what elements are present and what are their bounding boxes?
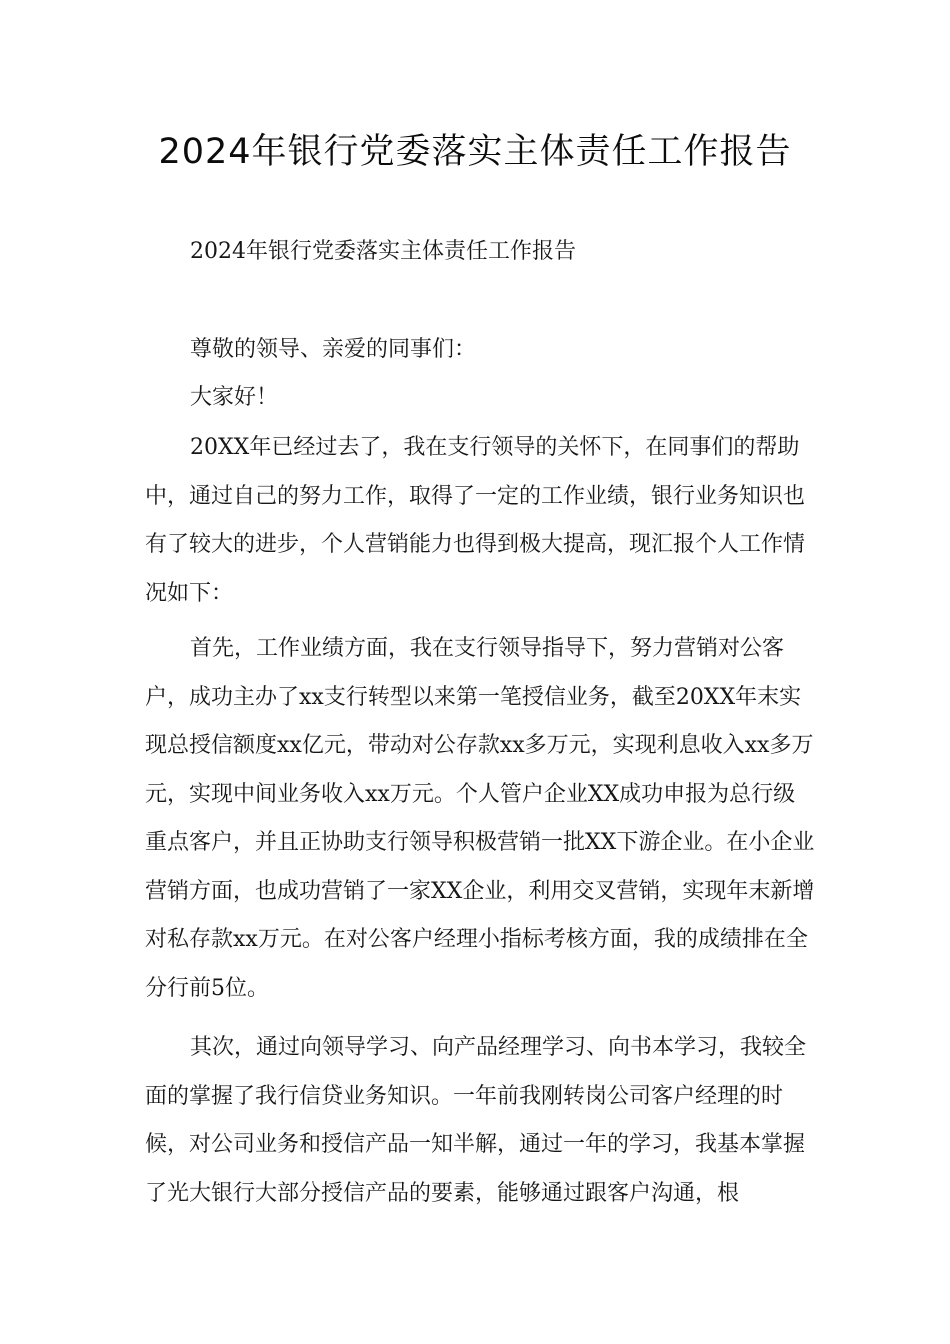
- paragraph: 其次，通过向领导学习、向产品经理学习、向书本学习，我较全面的掌握了我行信贷业务知识。一年前我刚转岗公司客户经理的时候，对公司业务和授信产品一知半解，通过一年的学习，我基本掌握了光大银行大部分授信产品的要素，能够通过跟客户沟通，根: [145, 1035, 807, 1206]
- salutation: 尊敬的领导、亲爱的同事们：: [190, 337, 477, 362]
- paragraph: 20XX年已经过去了，我在支行领导的关怀下，在同事们的帮助中，通过自己的努力工作，取得了一定的工作业绩，银行业务知识也有了较大的进步，个人营销能力也得到极大提高，现汇报个人工作情况如下：: [145, 435, 806, 606]
- paragraph: 首先，工作业绩方面，我在支行领导指导下，努力营销对公客户，成功主办了xx支行转型以来第一笔授信业务，截至20XX年末实现总授信额度xx亿元，带动对公存款xx多万元，实现利息收入xx多万元，实现中间业务收入xx万元。个人管户企业XX成功申报为总行级重点客户，并且正协助支行领导积极营销一批XX下游企业。在小企业营销方面，也成功营销了一家XX企业，利用交叉营销，实现年末新增对私存款xx万元。在对公客户经理小指标考核方面，我的成绩排在全分行前5位。: [145, 636, 815, 1001]
- document-subtitle: 2024年银行党委落实主体责任工作报告: [190, 239, 576, 264]
- document-title: 2024年银行党委落实主体责任工作报告: [158, 132, 792, 172]
- greeting: 大家好！: [190, 385, 279, 410]
